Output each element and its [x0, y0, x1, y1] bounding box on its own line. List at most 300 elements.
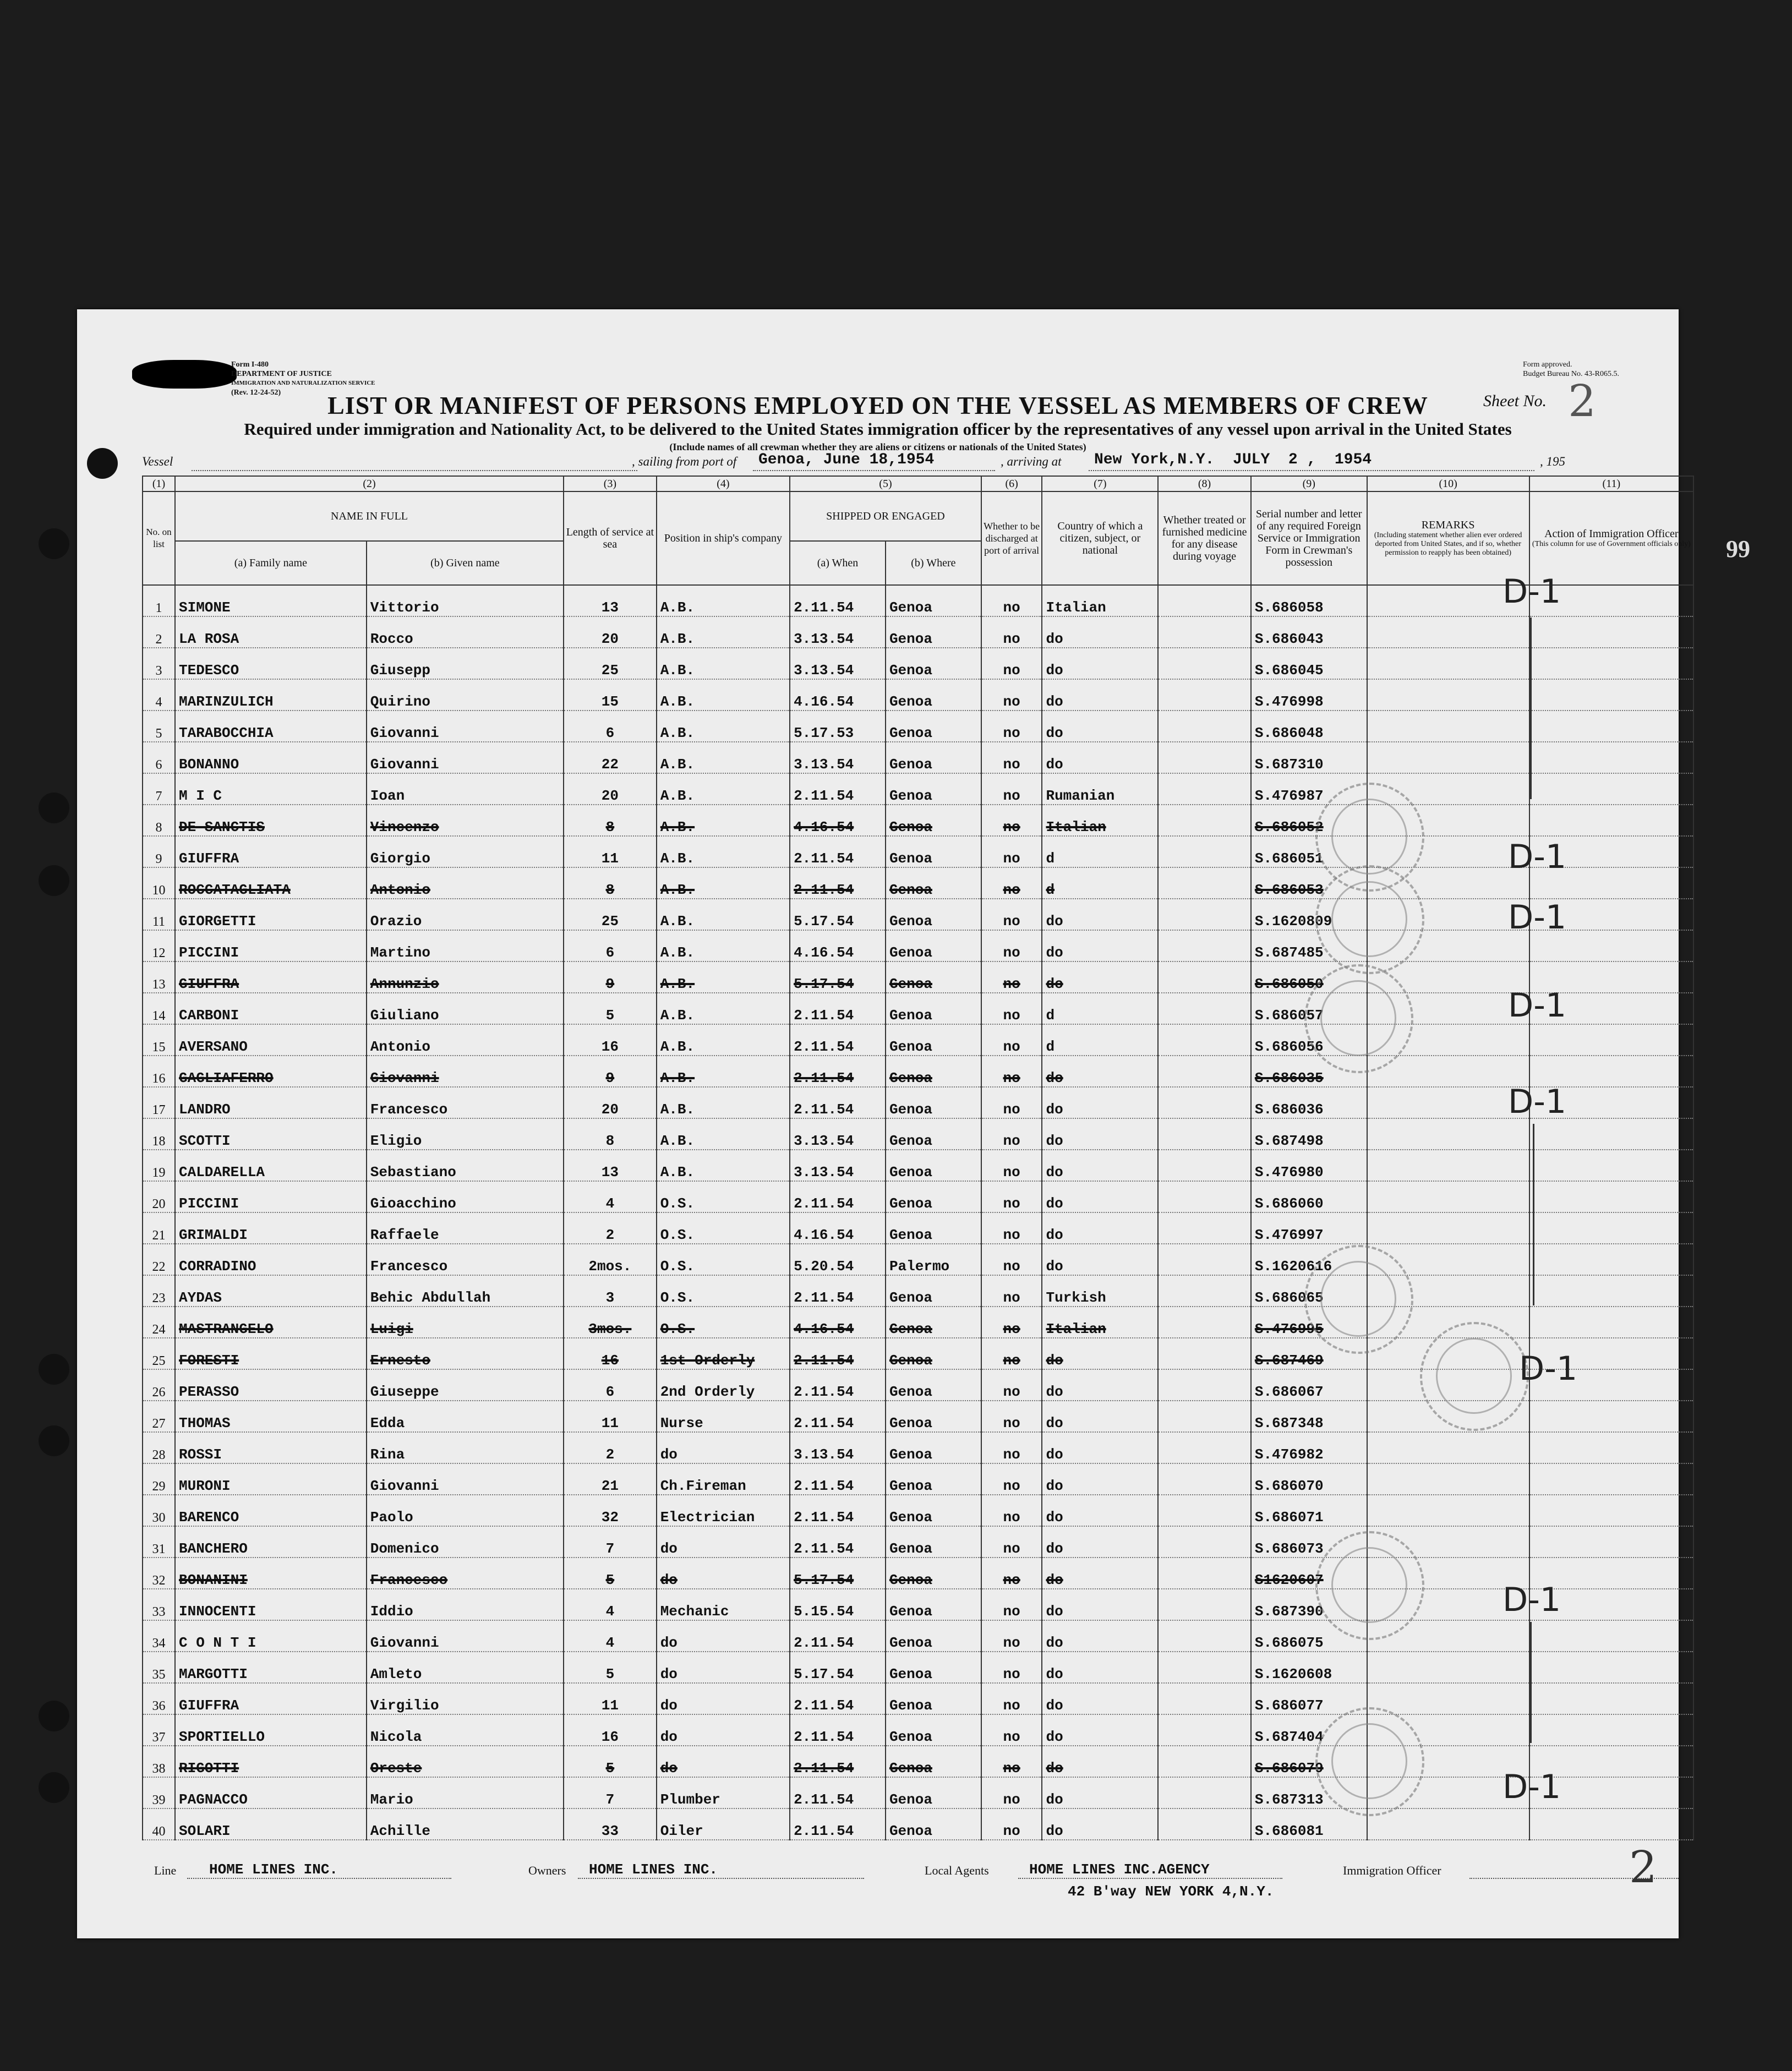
country: do: [1042, 1463, 1158, 1495]
serial-number: S.476997: [1251, 1212, 1367, 1244]
country: Rumanian: [1042, 773, 1158, 805]
officer-action: [1529, 773, 1693, 805]
engaged-when: 3.13.54: [790, 648, 886, 679]
engaged-when: 5.17.54: [790, 1558, 886, 1589]
medicine: [1158, 1463, 1251, 1495]
service-length: 7: [564, 1526, 657, 1558]
country: do: [1042, 1589, 1158, 1620]
row-number: 2: [143, 616, 175, 648]
col-length-of-service: Length of service at sea: [564, 491, 657, 585]
given-name: Luigi: [367, 1307, 564, 1338]
given-name: Giovanni: [367, 1463, 564, 1495]
family-name: GIUFFRA: [175, 836, 367, 867]
position: do: [657, 1526, 790, 1558]
officer-action: [1529, 1275, 1693, 1307]
medicine: [1158, 1777, 1251, 1808]
given-name: Vittorio: [367, 585, 564, 616]
given-name: Gioacchino: [367, 1181, 564, 1212]
engaged-when: 2.11.54: [790, 1275, 886, 1307]
remarks: [1367, 1652, 1529, 1683]
given-name: Giovanni: [367, 711, 564, 742]
family-name: BARENCO: [175, 1495, 367, 1526]
action-note: (This column for use of Government officials only): [1532, 540, 1691, 548]
service-length: 8: [564, 805, 657, 836]
engaged-where: Genoa: [886, 1526, 981, 1558]
table-row: [143, 1777, 1693, 1808]
officer-action: [1529, 1714, 1693, 1746]
service-length: 25: [564, 899, 657, 930]
medicine: [1158, 1338, 1251, 1369]
family-name: TARABOCCHIA: [175, 711, 367, 742]
crew-table: [142, 476, 1694, 1840]
country: d: [1042, 1024, 1158, 1056]
given-name: Eligio: [367, 1118, 564, 1150]
redaction-mark: [132, 360, 237, 389]
punch-hole: [39, 1425, 69, 1456]
engaged-where: Genoa: [886, 1181, 981, 1212]
engaged-when: 4.16.54: [790, 679, 886, 711]
engaged-when: 2.11.54: [790, 1714, 886, 1746]
officer-action: [1529, 711, 1693, 742]
engaged-where: Genoa: [886, 867, 981, 899]
position: A.B.: [657, 585, 790, 616]
family-name: LANDRO: [175, 1087, 367, 1118]
table-row: [143, 1526, 1693, 1558]
service-length: 3mos.: [564, 1307, 657, 1338]
medicine: [1158, 1118, 1251, 1150]
serial-number: S.686070: [1251, 1463, 1367, 1495]
position: A.B.: [657, 1118, 790, 1150]
officer-action: [1529, 1683, 1693, 1714]
position: A.B.: [657, 1087, 790, 1118]
serial-number: S.686043: [1251, 616, 1367, 648]
family-name: SCOTTI: [175, 1118, 367, 1150]
officer-action: [1529, 1652, 1693, 1683]
col-8-number: (8): [1158, 476, 1251, 491]
position: 2nd Orderly: [657, 1369, 790, 1401]
discharge: no: [981, 1558, 1042, 1589]
medicine: [1158, 867, 1251, 899]
engaged-when: 2.11.54: [790, 1401, 886, 1432]
service-length: 11: [564, 836, 657, 867]
position: A.B.: [657, 899, 790, 930]
given-name: Behic Abdullah: [367, 1275, 564, 1307]
handwritten-d1: D-1: [1508, 838, 1567, 876]
sailing-label: , sailing from port of: [632, 455, 737, 468]
engaged-where: Genoa: [886, 1620, 981, 1652]
country: do: [1042, 1558, 1158, 1589]
serial-number: S.687485: [1251, 930, 1367, 961]
discharge: no: [981, 1808, 1042, 1840]
service-length: 33: [564, 1808, 657, 1840]
country: do: [1042, 711, 1158, 742]
row-number: 38: [143, 1746, 175, 1777]
engaged-where: Genoa: [886, 930, 981, 961]
engaged-when: 5.20.54: [790, 1244, 886, 1275]
given-name: Francesco: [367, 1087, 564, 1118]
handwritten-bracket: [1533, 1124, 1534, 1305]
col-medicine: Whether treated or furnished medicine for any disease during voyage: [1158, 491, 1251, 585]
row-number: 5: [143, 711, 175, 742]
country: do: [1042, 1526, 1158, 1558]
given-name: Raffaele: [367, 1212, 564, 1244]
position: A.B.: [657, 742, 790, 773]
engaged-when: 3.13.54: [790, 616, 886, 648]
col-10-number: (10): [1367, 476, 1529, 491]
country: do: [1042, 1495, 1158, 1526]
table-row: [143, 1244, 1693, 1275]
given-name: Vincenzo: [367, 805, 564, 836]
engaged-where: Genoa: [886, 1056, 981, 1087]
serial-number: S.686075: [1251, 1620, 1367, 1652]
country: Italian: [1042, 585, 1158, 616]
discharge: no: [981, 1746, 1042, 1777]
col-position: Position in ship's company: [657, 491, 790, 585]
engaged-where: Genoa: [886, 1683, 981, 1714]
position: Ch.Fireman: [657, 1463, 790, 1495]
medicine: [1158, 1150, 1251, 1181]
engaged-where: Genoa: [886, 961, 981, 993]
country: do: [1042, 930, 1158, 961]
country: do: [1042, 1714, 1158, 1746]
position: A.B.: [657, 711, 790, 742]
engaged-when: 2.11.54: [790, 836, 886, 867]
family-name: BONANINI: [175, 1558, 367, 1589]
country: Turkish: [1042, 1275, 1158, 1307]
medicine: [1158, 1495, 1251, 1526]
row-number: 22: [143, 1244, 175, 1275]
country: do: [1042, 1244, 1158, 1275]
serial-number: S.687313: [1251, 1777, 1367, 1808]
officer-action: [1529, 1463, 1693, 1495]
remarks: [1367, 711, 1529, 742]
engaged-when: 2.11.54: [790, 1495, 886, 1526]
given-name: Achille: [367, 1808, 564, 1840]
medicine: [1158, 1056, 1251, 1087]
service-length: 9: [564, 961, 657, 993]
country: Italian: [1042, 1307, 1158, 1338]
owners-value: HOME LINES INC.: [589, 1861, 718, 1878]
row-number: 27: [143, 1401, 175, 1432]
table-row: [143, 1181, 1693, 1212]
table-row: [143, 585, 1693, 616]
engaged-when: 5.15.54: [790, 1589, 886, 1620]
position: Oiler: [657, 1808, 790, 1840]
discharge: no: [981, 1652, 1042, 1683]
service-length: 4: [564, 1620, 657, 1652]
position: do: [657, 1746, 790, 1777]
remarks: [1367, 648, 1529, 679]
row-number: 37: [143, 1714, 175, 1746]
discharge: no: [981, 1118, 1042, 1150]
col-serial-number: Serial number and letter of any required Foreign Service or Immigration Form in Crewman's possession: [1251, 491, 1367, 585]
discharge: no: [981, 1181, 1042, 1212]
engaged-when: 2.11.54: [790, 1369, 886, 1401]
given-name: Domenico: [367, 1526, 564, 1558]
discharge: no: [981, 1338, 1042, 1369]
discharge: no: [981, 1212, 1042, 1244]
serial-number: S.686060: [1251, 1181, 1367, 1212]
serial-number: S.687348: [1251, 1401, 1367, 1432]
discharge: no: [981, 1463, 1042, 1495]
country: d: [1042, 836, 1158, 867]
family-name: CALDARELLA: [175, 1150, 367, 1181]
discharge: no: [981, 1495, 1042, 1526]
engaged-when: 2.11.54: [790, 1777, 886, 1808]
punch-hole: [39, 1701, 69, 1731]
officer-action: [1529, 1526, 1693, 1558]
country: do: [1042, 1683, 1158, 1714]
country: do: [1042, 1432, 1158, 1463]
medicine: [1158, 648, 1251, 679]
discharge: no: [981, 1024, 1042, 1056]
row-number: 25: [143, 1338, 175, 1369]
service-length: 2mos.: [564, 1244, 657, 1275]
country: do: [1042, 1369, 1158, 1401]
given-name: Paolo: [367, 1495, 564, 1526]
country: do: [1042, 1056, 1158, 1087]
family-name: C O N T I: [175, 1620, 367, 1652]
table-row: [143, 1212, 1693, 1244]
engaged-where: Genoa: [886, 1652, 981, 1683]
engaged-when: 4.16.54: [790, 805, 886, 836]
medicine: [1158, 1714, 1251, 1746]
officer-action: [1529, 742, 1693, 773]
engaged-when: 3.13.54: [790, 1150, 886, 1181]
position: A.B.: [657, 961, 790, 993]
engaged-when: 2.11.54: [790, 1683, 886, 1714]
position: O.S.: [657, 1181, 790, 1212]
row-number: 4: [143, 679, 175, 711]
col-where: (b) Where: [886, 541, 981, 585]
consulate-stamp: [1315, 1707, 1424, 1816]
serial-number: S.686073: [1251, 1526, 1367, 1558]
discharge: no: [981, 1401, 1042, 1432]
engaged-when: 3.13.54: [790, 1118, 886, 1150]
position: do: [657, 1683, 790, 1714]
row-number: 10: [143, 867, 175, 899]
serial-number: S.686079: [1251, 1746, 1367, 1777]
service-length: 2: [564, 1432, 657, 1463]
country: d: [1042, 993, 1158, 1024]
medicine: [1158, 961, 1251, 993]
service-length: 20: [564, 1087, 657, 1118]
handwritten-bracket: [1530, 1622, 1532, 1743]
family-name: GIUFFRA: [175, 961, 367, 993]
serial-number: S.476998: [1251, 679, 1367, 711]
medicine: [1158, 1024, 1251, 1056]
service-length: 11: [564, 1401, 657, 1432]
remarks: [1367, 1212, 1529, 1244]
agents-value: HOME LINES INC.AGENCY: [1029, 1861, 1210, 1878]
margin-number: 99: [1726, 535, 1750, 562]
engaged-where: Genoa: [886, 1118, 981, 1150]
medicine: [1158, 1087, 1251, 1118]
discharge: no: [981, 1777, 1042, 1808]
country: do: [1042, 1181, 1158, 1212]
serial-number: S.686053: [1251, 867, 1367, 899]
service-length: 4: [564, 1181, 657, 1212]
table-row: [143, 1024, 1693, 1056]
table-row: [143, 1589, 1693, 1620]
handwritten-d1: D-1: [1508, 986, 1567, 1025]
medicine: [1158, 1620, 1251, 1652]
consulate-stamp: [1315, 1531, 1424, 1640]
service-length: 22: [564, 742, 657, 773]
row-number: 19: [143, 1150, 175, 1181]
col-6-number: (6): [981, 476, 1042, 491]
table-row: [143, 1118, 1693, 1150]
handwritten-bracket: [1530, 618, 1532, 799]
service-length: 20: [564, 773, 657, 805]
table-row: [143, 648, 1693, 679]
given-name: Giuliano: [367, 993, 564, 1024]
country: do: [1042, 648, 1158, 679]
medicine: [1158, 1526, 1251, 1558]
country: do: [1042, 1401, 1158, 1432]
table-row: [143, 1746, 1693, 1777]
service-length: 6: [564, 1369, 657, 1401]
service-length: 5: [564, 1558, 657, 1589]
row-number: 21: [143, 1212, 175, 1244]
manifest-sheet: [77, 309, 1750, 1938]
medicine: [1158, 1558, 1251, 1589]
engaged-when: 5.17.53: [790, 711, 886, 742]
discharge: no: [981, 679, 1042, 711]
position: do: [657, 1620, 790, 1652]
form-number: Form I-480: [231, 360, 269, 369]
medicine: [1158, 679, 1251, 711]
service-length: 16: [564, 1338, 657, 1369]
sheet-label: Sheet No.: [1483, 392, 1547, 410]
remarks: [1367, 1432, 1529, 1463]
table-row: [143, 930, 1693, 961]
col-9-number: (9): [1251, 476, 1367, 491]
serial-number: S.686048: [1251, 711, 1367, 742]
serial-number: S.686056: [1251, 1024, 1367, 1056]
punch-hole: [39, 1772, 69, 1803]
officer-action: [1529, 1307, 1693, 1338]
medicine: [1158, 1244, 1251, 1275]
table-row: [143, 1808, 1693, 1840]
discharge: no: [981, 742, 1042, 773]
position: do: [657, 1652, 790, 1683]
engaged-when: 4.16.54: [790, 1307, 886, 1338]
position: do: [657, 1432, 790, 1463]
given-name: Iddio: [367, 1589, 564, 1620]
engaged-when: 2.11.54: [790, 1056, 886, 1087]
table-row: [143, 1558, 1693, 1589]
position: O.S.: [657, 1244, 790, 1275]
table-row: [143, 616, 1693, 648]
discharge: no: [981, 899, 1042, 930]
col-when: (a) When: [790, 541, 886, 585]
serial-number: S.686035: [1251, 1056, 1367, 1087]
position: A.B.: [657, 805, 790, 836]
row-number: 18: [143, 1118, 175, 1150]
given-name: Amleto: [367, 1652, 564, 1683]
row-number: 7: [143, 773, 175, 805]
remarks: [1367, 1087, 1529, 1118]
consulate-stamp: [1315, 865, 1424, 974]
serial-number: S.476995: [1251, 1307, 1367, 1338]
engaged-when: 2.11.54: [790, 1620, 886, 1652]
discharge: no: [981, 993, 1042, 1024]
medicine: [1158, 1401, 1251, 1432]
given-name: Antonio: [367, 867, 564, 899]
position: A.B.: [657, 836, 790, 867]
service-length: 2: [564, 1212, 657, 1244]
discharge: no: [981, 648, 1042, 679]
serial-number: S.1620809: [1251, 899, 1367, 930]
handwritten-d1: D-1: [1508, 898, 1567, 937]
col-country: Country of which a citizen, subject, or national: [1042, 491, 1158, 585]
service-length: 16: [564, 1714, 657, 1746]
given-name: Rina: [367, 1432, 564, 1463]
service-length: 6: [564, 930, 657, 961]
engaged-when: 2.11.54: [790, 1526, 886, 1558]
table-row: [143, 1683, 1693, 1714]
country: do: [1042, 1652, 1158, 1683]
column-header-row: [143, 491, 1693, 541]
given-name: Rocco: [367, 616, 564, 648]
family-name: RIGOTTI: [175, 1746, 367, 1777]
given-name: Giuseppe: [367, 1369, 564, 1401]
country: do: [1042, 1087, 1158, 1118]
medicine: [1158, 1307, 1251, 1338]
family-name: ROCCATAGLIATA: [175, 867, 367, 899]
given-name: Francesco: [367, 1244, 564, 1275]
row-number: 39: [143, 1777, 175, 1808]
consulate-stamp: [1420, 1322, 1529, 1431]
col-2-number: (2): [175, 476, 564, 491]
handwritten-d1: D-1: [1503, 1581, 1561, 1619]
given-name: Edda: [367, 1401, 564, 1432]
col-5-number: (5): [790, 476, 981, 491]
discharge: no: [981, 961, 1042, 993]
table-row: [143, 1495, 1693, 1526]
family-name: PICCINI: [175, 930, 367, 961]
remarks: [1367, 1463, 1529, 1495]
engaged-when: 3.13.54: [790, 742, 886, 773]
col-4-number: (4): [657, 476, 790, 491]
table-row: [143, 1463, 1693, 1495]
remarks: [1367, 1495, 1529, 1526]
vessel-label: Vessel: [142, 455, 173, 468]
consulate-stamp: [1304, 964, 1413, 1073]
service-length: 5: [564, 993, 657, 1024]
row-number: 9: [143, 836, 175, 867]
engaged-when: 5.17.54: [790, 899, 886, 930]
service-length: 11: [564, 1683, 657, 1714]
col-no-on-list: No. on list: [143, 491, 175, 585]
family-name: MARGOTTI: [175, 1652, 367, 1683]
row-number: 8: [143, 805, 175, 836]
row-number: 32: [143, 1558, 175, 1589]
officer-action: [1529, 648, 1693, 679]
remarks: [1367, 1118, 1529, 1150]
officer-action: [1529, 679, 1693, 711]
medicine: [1158, 742, 1251, 773]
position: Plumber: [657, 1777, 790, 1808]
engaged-where: Genoa: [886, 648, 981, 679]
crew-rows: [143, 585, 1693, 1840]
engaged-where: Genoa: [886, 679, 981, 711]
col-shipped-engaged: SHIPPED OR ENGAGED: [790, 491, 981, 541]
engaged-where: Genoa: [886, 742, 981, 773]
discharge: no: [981, 1056, 1042, 1087]
engaged-where: Genoa: [886, 585, 981, 616]
